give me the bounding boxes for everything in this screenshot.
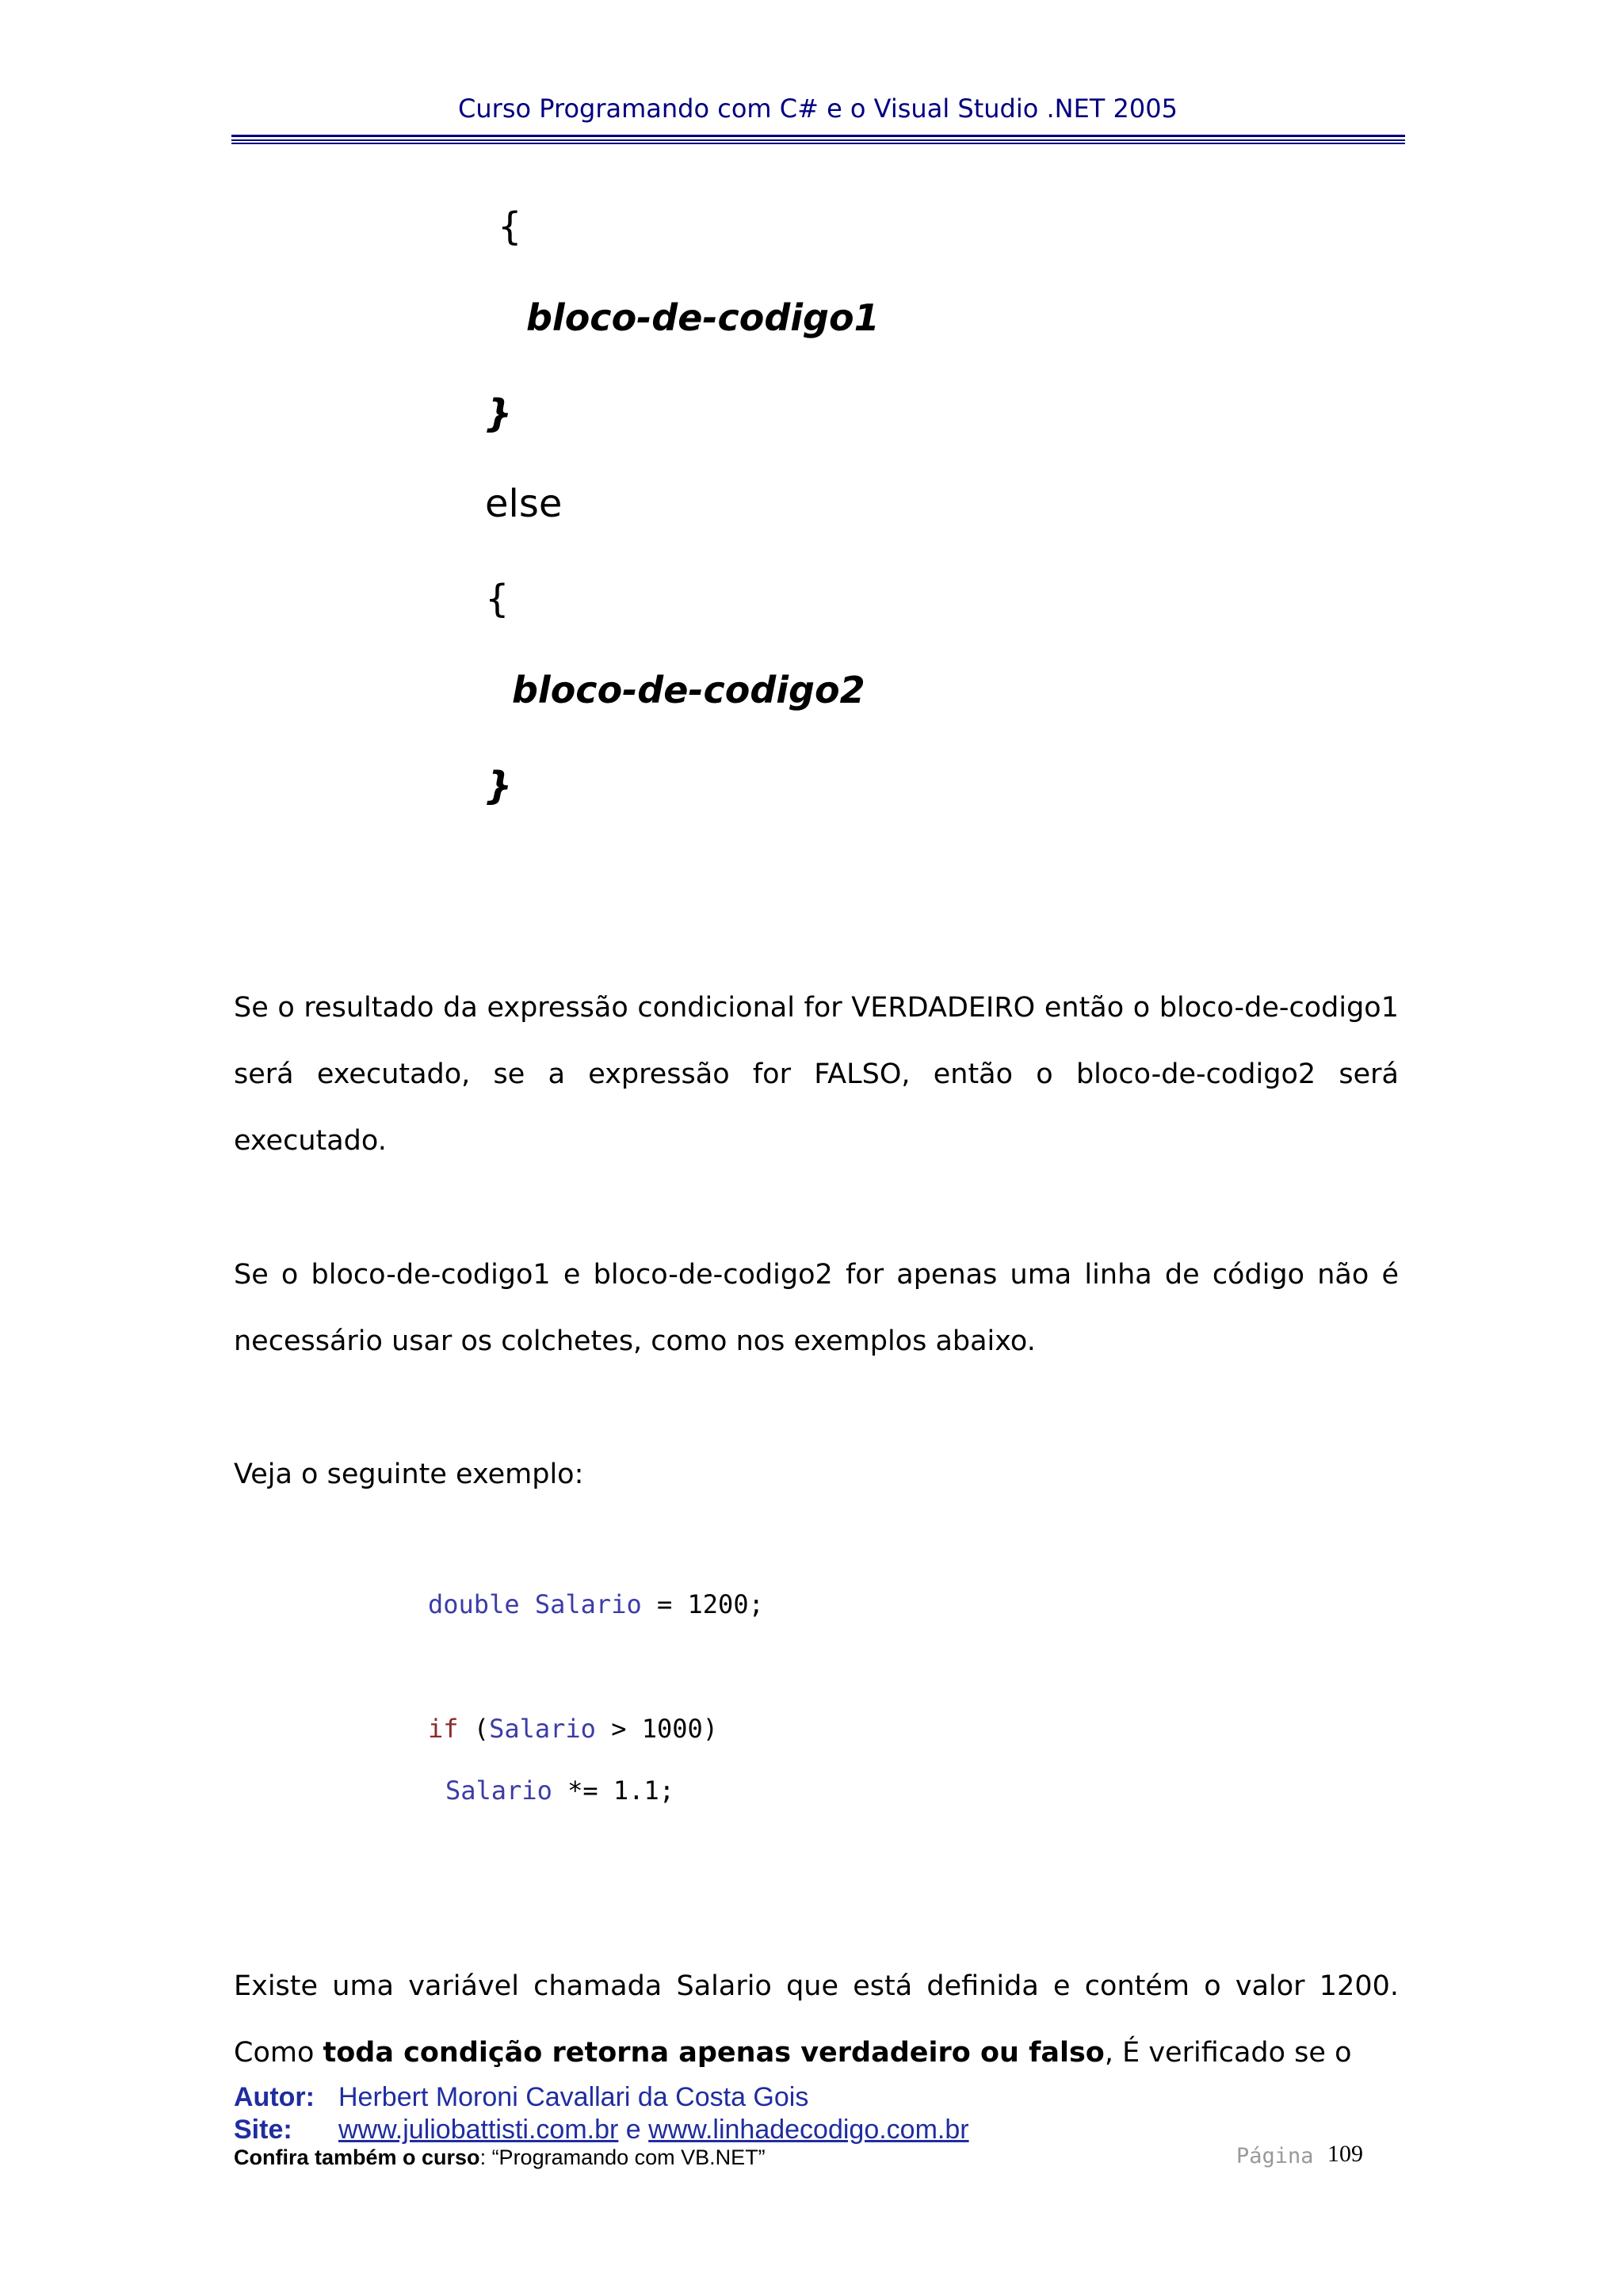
block-name-2: bloco-de-codigo2 — [512, 669, 865, 711]
close-brace-1: } — [485, 391, 513, 436]
code-condition: > 1000) — [595, 1714, 719, 1744]
header-rule — [231, 143, 1405, 144]
paragraph-3: Veja o seguinte exemplo: — [234, 1459, 584, 1490]
code-line-2 — [428, 1714, 718, 1744]
close-brace-2: } — [485, 764, 513, 808]
page-header: Curso Programando com C# e o Visual Studio .NET 2005 — [458, 93, 1178, 124]
autor-label: Autor: — [234, 2082, 315, 2112]
open-brace-1: { — [498, 204, 522, 249]
site-link-linhadecodigo[interactable]: www.linhadecodigo.com.br — [648, 2115, 969, 2145]
code-declaration: double Salario — [428, 1589, 642, 1619]
paragraph-2: Se o bloco-de-codigo1 e bloco-de-codigo2 for apenas uma linha de código não é necessário usar os colchetes, como nos exemplos abaixo. — [234, 1259, 1399, 1357]
bold-phrase: toda condição retorna apenas verdadeiro ou falso — [323, 2037, 1105, 2069]
page-number: 109 — [1327, 2141, 1363, 2167]
code-line-1 — [428, 1589, 764, 1619]
code-if-keyword: if — [428, 1714, 459, 1744]
paragraph-4: Existe uma variável chamada Salario que está definida e contém o valor 1200. Como toda condição retorna apenas verdadeiro ou falso, É verificado se o — [234, 1970, 1399, 2069]
site-link-juliobattisti[interactable]: www.juliobattisti.com.br — [338, 2115, 619, 2145]
code-variable: Salario — [489, 1714, 596, 1744]
code-variable: Salario — [445, 1775, 552, 1806]
code-multiply: *= 1.1; — [552, 1775, 674, 1806]
site-label: Site: — [234, 2115, 292, 2145]
code-paren: ( — [458, 1714, 490, 1744]
header-rule — [231, 139, 1405, 141]
site-links: www.juliobattisti.com.br e www.linhadecodigo.com.br — [338, 2115, 969, 2145]
header-rule — [231, 135, 1405, 137]
autor-value: Herbert Moroni Cavallari da Costa Gois — [338, 2082, 809, 2112]
paragraph-1: Se o resultado da expressão condicional for VERDADEIRO então o bloco-de-codigo1 será executado, se a expressão for FALSO, então o bloco-de-codigo2 será executado. — [234, 992, 1399, 1157]
pagina-label: Página — [1236, 2144, 1314, 2168]
confira-note: Confira também o curso: “Programando com VB.NET” — [234, 2145, 766, 2169]
block-name-1: bloco-de-codigo1 — [526, 296, 880, 339]
code-assignment: = 1200; — [641, 1589, 764, 1619]
else-keyword: else — [485, 482, 563, 526]
code-line-3 — [445, 1775, 674, 1806]
open-brace-2: { — [485, 577, 510, 621]
